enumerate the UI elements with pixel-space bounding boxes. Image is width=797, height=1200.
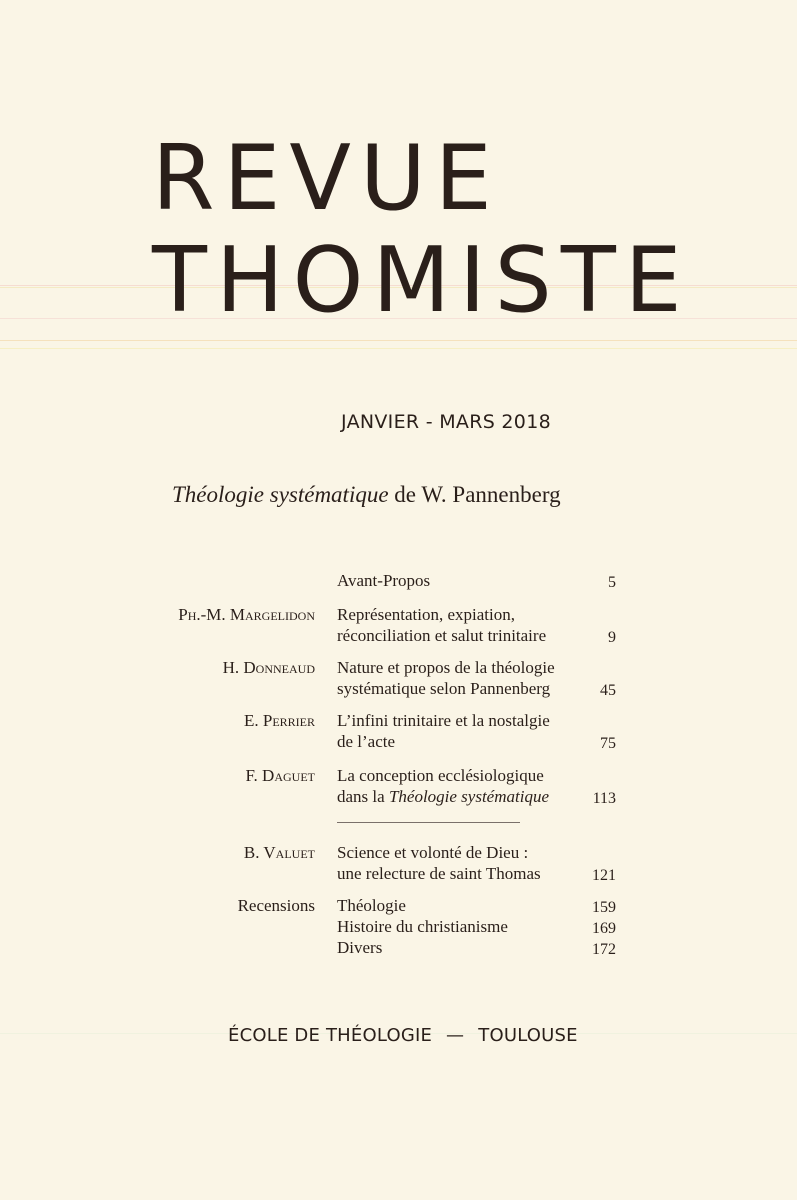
recension-title: Théologie: [337, 896, 406, 915]
toc-article-title-cont: une relecture de saint Thomas: [337, 864, 541, 883]
toc-page-number: 75: [600, 735, 616, 752]
toc-page-number: 45: [600, 682, 616, 699]
toc-article-title: Avant-Propos: [337, 571, 431, 590]
toc-author: F. Daguet: [245, 766, 315, 785]
scan-line: [0, 340, 797, 341]
toc-article-title-cont: [337, 786, 549, 808]
toc-author: B. Valuet: [243, 843, 315, 862]
issue-theme-italic: Théologie systématique: [172, 482, 389, 507]
toc-article-title: Science et volonté de Dieu :: [337, 843, 529, 862]
recensions-label: Recensions: [237, 896, 315, 915]
issue-theme: [172, 482, 561, 508]
toc-author: E. Perrier: [243, 711, 315, 730]
publisher-name: ÉCOLE DE THÉOLOGIE: [228, 1025, 433, 1046]
toc-article-title: Nature et propos de la théologie: [337, 658, 555, 677]
issue-date: JANVIER - MARS 2018: [341, 411, 551, 433]
recension-page: 172: [592, 941, 616, 958]
journal-title-line1: REVUE: [152, 126, 501, 231]
scan-line: [0, 348, 797, 349]
recension-title: Divers: [337, 938, 383, 957]
footer-dash: —: [446, 1025, 465, 1046]
publisher-footer: [228, 1025, 578, 1046]
toc-article-title-cont: systématique selon Pannenberg: [337, 679, 551, 698]
recension-title: Histoire du christianisme: [337, 917, 508, 936]
toc-author: H. Donneaud: [222, 658, 315, 677]
recension-page: 159: [592, 899, 616, 916]
journal-title-line2: THOMISTE: [152, 228, 691, 333]
section-divider: [337, 822, 520, 823]
toc-article-title-cont: de l’acte: [337, 732, 396, 751]
issue-theme-rest: de W. Pannenberg: [388, 482, 561, 507]
toc-page-number: 9: [608, 629, 616, 646]
toc-article-title: Représentation, expiation,: [337, 605, 515, 624]
toc-title-italic: Théologie systématique: [388, 787, 549, 806]
toc-article-title: L’infini trinitaire et la nostalgie: [337, 711, 550, 730]
toc-article-title: La conception ecclésiologique: [337, 766, 544, 785]
toc-page-number: 5: [608, 574, 616, 591]
toc-article-title-cont: réconciliation et salut trinitaire: [337, 626, 547, 645]
toc-page-number: 113: [592, 790, 616, 807]
toc-title-prefix: dans la: [337, 787, 389, 806]
toc-author: Ph.-M. Margelidon: [178, 605, 315, 624]
publisher-city: TOULOUSE: [478, 1025, 578, 1046]
toc-page-number: 121: [592, 867, 616, 884]
recension-page: 169: [592, 920, 616, 937]
